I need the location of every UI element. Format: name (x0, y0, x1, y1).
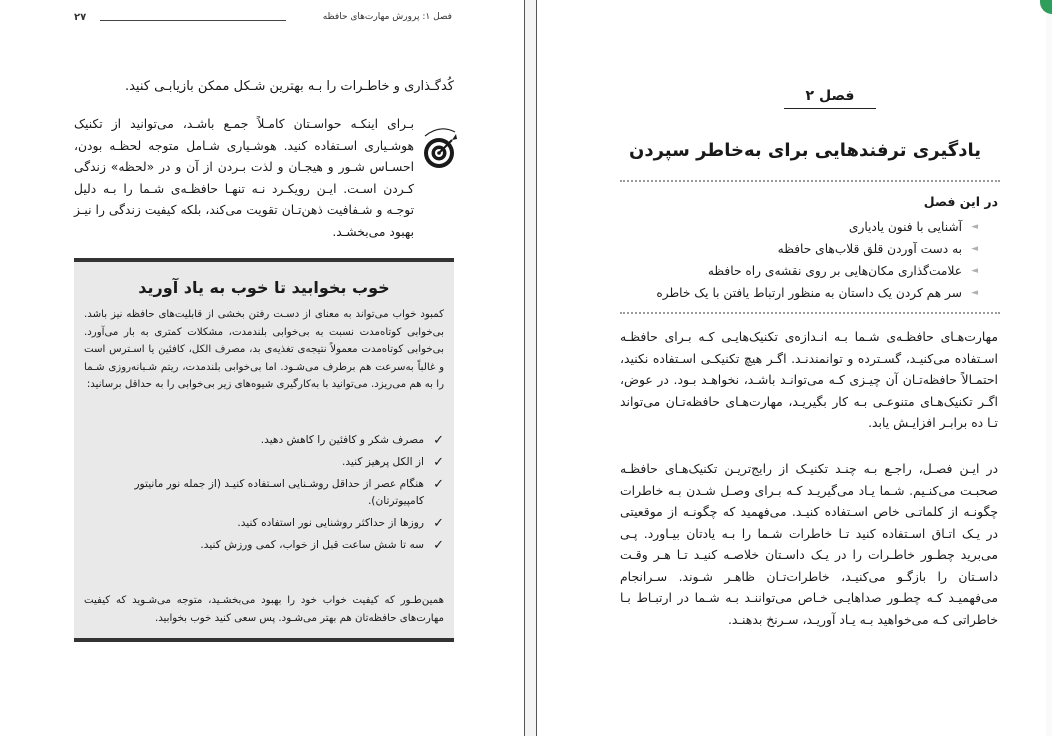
left-page-edge (524, 0, 525, 736)
list-item-text: هنگام عصر از حداقل روشـنایی اسـتفاده کنیـد (از جمله نور مانیتور کامپیوترتان). (134, 478, 424, 507)
sidebar-intro: کمبود خواب می‌تواند به معنای از دسـت رفتن بخشی از قابلیت‌های حافظه نیز باشد. بی‌خوابی کوتاه‌مدت نسبت به بی‌خوابی بلندمدت، مشکلات کمتری به بار می‌آورد. بی‌خوابی کوتاه‌مدت معمولاً نتیجه‌ی تغذیه‌ی بد، مصرف الکل، کافئین یا اسـترس است و غالباً به‌سرعت هم برطرف می‌شـود. اما بی‌خوابی بلندمدت، ریتم شـبانه‌روزی شـما را به هم می‌ریزد. می‌توانید با به‌کارگیری شیوه‌های زیر بی‌خوابی را به حداقل برسانید: (84, 309, 444, 390)
tip-text: بـرای اینکـه حواسـتان کامـلاً جمـع باشـد، می‌توانید از تکنیک هوشـیاری اسـتفاده کنید. هوشـیاری شـامل متوجه لحظـه بودن، احسـاس شـور و هیجـان و لذت بـردن از آن و در «لحظه» زندگی کـردن اسـت. ایـن رویکـرد نـه تنهـا حافظـه‌ی شـما را بـه دلیل توجـه و شـفافیت ذهن‌تـان تقویت می‌کند، بلکه کیفیت زندگی را نیـز بهبود می‌بخشـد. (74, 117, 414, 239)
topic-text: به دست آوردن قلق قلاب‌های حافظه (777, 242, 962, 256)
list-item (84, 537, 444, 554)
lead-line: کُدگـذاری و خاطـرات را بـه بهترین شـکل ممکن بازیابـی کنید. (124, 79, 454, 94)
list-item-text: روزها از حداکثر روشنایی نور استفاده کنید. (237, 517, 424, 529)
right-page (540, 0, 1030, 736)
dotted-divider-bottom (620, 312, 1000, 314)
sidebar-box (74, 258, 454, 642)
header-rule (100, 20, 286, 21)
arrow-icon: ◄ (971, 244, 978, 254)
left-page (0, 0, 520, 736)
list-item (84, 515, 444, 532)
arrow-icon: ◄ (971, 266, 978, 276)
body-paragraph-2: در ایـن فصـل، راجـع بـه چنـد تکنیـک از رایج‌تریـن تکنیک‌هـای حافظـه صحبـت می‌کنـیم. شـما یـاد می‌گیریـد کـه بـرای وصـل شـدن بـه خاطرات چگونـه از کلماتـی خاص اسـتفاده کنیـد. می‌فهمید که چگونـه از موقعیتی در یـک اتـاق اسـتفاده کنید تـا خاطرات شـما را بـه یادتان بیـاورد. پـی می‌برید چطـور خاطـرات را در یـک داسـتان خلاصـه کنیـد تـا هـر وقـت داسـتان را بازگـو می‌کنیـد، خاطرات‌تـان ظاهـر شـوند. سـرانجام می‌فهمیـد کـه چطـور صداهایـی خـاص می‌تواننـد بـه شـما در ارتبـاط بـا خاطراتی کـه می‌خواهید بـه یـاد آوریـد، سـرنخ بدهنـد. (620, 461, 998, 627)
chapter-title: یادگیری ترفندهایی برای به‌خاطر سپردن (628, 140, 982, 161)
topic-item (620, 216, 980, 238)
in-this-chapter-heading: در این فصل (923, 194, 998, 209)
list-item (84, 476, 444, 510)
chapter-topics (620, 216, 980, 304)
arrow-icon: ◄ (971, 288, 978, 298)
header-title: فصل ۱: پرورش مهارت‌های حافظه (322, 12, 452, 22)
topic-text: سر هم کردن یک داستان به منظور ارتباط یافتن با یک خاطره (656, 286, 962, 300)
topic-text: علامت‌گذاری مکان‌هایی بر روی نقشه‌ی راه حافظه (707, 264, 962, 278)
topic-item (620, 282, 980, 304)
app-corner-badge (1040, 0, 1052, 14)
right-page-edge (536, 0, 537, 736)
sidebar-title: خوب بخوابید تا خوب به یاد آورید (138, 278, 390, 297)
checkmark-icon: ✓ (433, 477, 444, 492)
chapter-label: فصل ۲ (805, 88, 855, 104)
page-number: ۲۷ (74, 12, 87, 23)
scrollbar[interactable] (1046, 14, 1052, 736)
chapter-underline (784, 108, 876, 109)
list-item (84, 454, 444, 471)
dotted-divider-top (620, 180, 1000, 182)
topic-item (620, 238, 980, 260)
list-item-text: سه تا شش ساعت قبل از خواب، کمی ورزش کنید. (200, 539, 424, 551)
checkmark-icon: ✓ (433, 538, 444, 553)
target-icon (422, 124, 458, 170)
body-paragraph-1: مهارت‌هـای حافظـه‌ی شـما بـه انـدازه‌ی تکنیک‌هایـی کـه بـرای حافظـه اسـتفاده می‌کنیـد، گسـترده و توانمندنـد. اگـر هیچ تکنیکـی اسـتفاده نکنید، احتمـالاً حافظه‌تـان آن چیـزی کـه می‌توانـد باشـد، نخواهـد بـود. در عوض، اگـر تکنیک‌هـای متنوعـی بـه کار بگیریـد، مهارت‌هـای حافظه‌تـان می‌تواند تـا ده برابـر افزایـش یابد. (620, 329, 998, 430)
checkmark-icon: ✓ (433, 516, 444, 531)
checkmark-icon: ✓ (433, 433, 444, 448)
sidebar-outro: همین‌طـور که کیفیت خواب خود را بهبود می‌بخشـید، متوجه می‌شـوید که کیفیت مهارت‌های حافظه‌تان هم بهتر می‌شـود. پس سعی کنید خوب بخوابید. (84, 595, 444, 624)
topic-item (620, 260, 980, 282)
sidebar-checklist (84, 432, 444, 559)
list-item-text: از الکل پرهیز کنید. (342, 456, 424, 468)
list-item-text: مصرف شکر و کافئین را کاهش دهید. (260, 434, 424, 446)
list-item (84, 432, 444, 449)
topic-text: آشنایی با فنون یادیاری (848, 220, 962, 234)
checkmark-icon: ✓ (433, 455, 444, 470)
arrow-icon: ◄ (971, 222, 978, 232)
book-gutter (525, 0, 536, 736)
running-header (74, 11, 454, 27)
